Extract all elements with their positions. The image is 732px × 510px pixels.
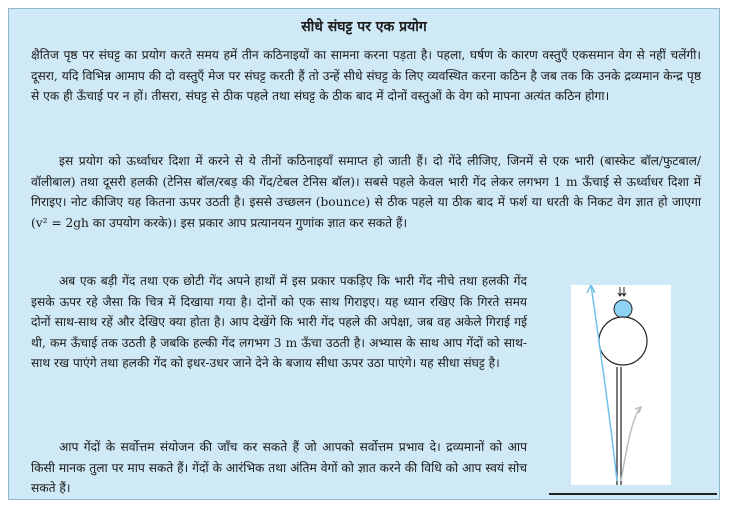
two-balls-figure xyxy=(571,285,671,485)
box-title: सीधे संघट्ट पर एक प्रयोग xyxy=(301,19,427,35)
activity-box xyxy=(8,8,720,500)
big-ball xyxy=(599,317,647,365)
ground-line xyxy=(549,493,717,495)
paragraph-two-balls: अब एक बड़ी गेंद तथा एक छोटी गेंद अपने हाथों में इस प्रकार पकड़िए कि भारी गेंद नीचे तथा हलकी गेंद इसके ऊपर रहे जैसा कि चित्र में दिखाया गया है। दोनों को एक साथ गिराइए। यह ध्यान रखिए कि गिरते समय दोनों साथ-साथ रहें और देखिए क्या होता है। आप देखेंगे कि भारी गेंद पहले की अपेक्षा, जब वह अकेले गिराई गई थी, कम ऊँचाई तक उठती है जबकि हल्की गेंद लगभग 3 m ऊँचा उठती है। अभ्यास के साथ आप गेंदों को साथ-साथ रख पाएंगे तथा हलकी गेंद को इधर-उधर जाने देने के बजाय सीधा ऊपर उठा पाएंगे। यह सीधा संघट्ट है। xyxy=(31,274,527,371)
small-ball xyxy=(614,300,632,318)
paragraph-difficulties: क्षैतिज पृष्ठ पर संघट्ट का प्रयोग करते समय हमें तीन कठिनाइयों का सामना करना पड़ता है। पहला, घर्षण के कारण वस्तुएँ एकसमान वेग से नहीं चलेंगी। दूसरा, यदि विभिन्न आमाप की दो वस्तुएँ मेज पर संघट्ट करती हैं तो उन्हें सीधे संघट्ट के लिए व्यवस्थित करना कठिन है जब तक कि उनके द्रव्यमान केन्द्र पृष्ठ से एक ही ऊँचाई पर न हों। तीसरा, संघट्ट से ठीक पहले तथा संघट्ट के ठीक बाद में दोनों वस्तुओं के वेग को मापना अत्यंत कठिन होगा। xyxy=(31,48,701,104)
two-balls-illustration xyxy=(571,285,671,485)
paragraph-best-combination: आप गेंदों के सर्वोत्तम संयोजन की जाँच कर सकते हैं जो आपको सर्वोत्तम प्रभाव दे। द्रव्यमानों को आप किसी मानक तुला पर माप सकते हैं। गेंदों के आरंभिक तथा अंतिम वेगों को ज्ञात करने की विधि को आप स्वयं सोच सकते हैं। xyxy=(31,440,527,496)
paragraph-vertical-method: इस प्रयोग को ऊर्ध्वाधर दिशा में करने से ये तीनों कठिनाइयाँ समाप्त हो जाती हैं। दो गेंदे लीजिए, जिनमें से एक भारी (बास्केट बॉल/फुटबाल/वॉलीबाल) तथा दूसरी हलकी (टेनिस बॉल/रबड़ की गेंद/टेबल टेनिस बॉल)। सबसे पहले केवल भारी गेंद लेकर लगभग 1 m ऊँचाई से ऊर्ध्वाधर दिशा में गिराइए। नोट कीजिए यह कितना ऊपर उठती है। इससे उच्छलन (bounce) से ठीक पहले या ठीक बाद में फर्श या धरती के निकट वेग ज्ञात हो जाएगा (v² = 2gh का उपयोग करके)। इस प्रकार आप प्रत्यानयन गुणांक ज्ञात कर सकते हैं। xyxy=(31,154,701,230)
